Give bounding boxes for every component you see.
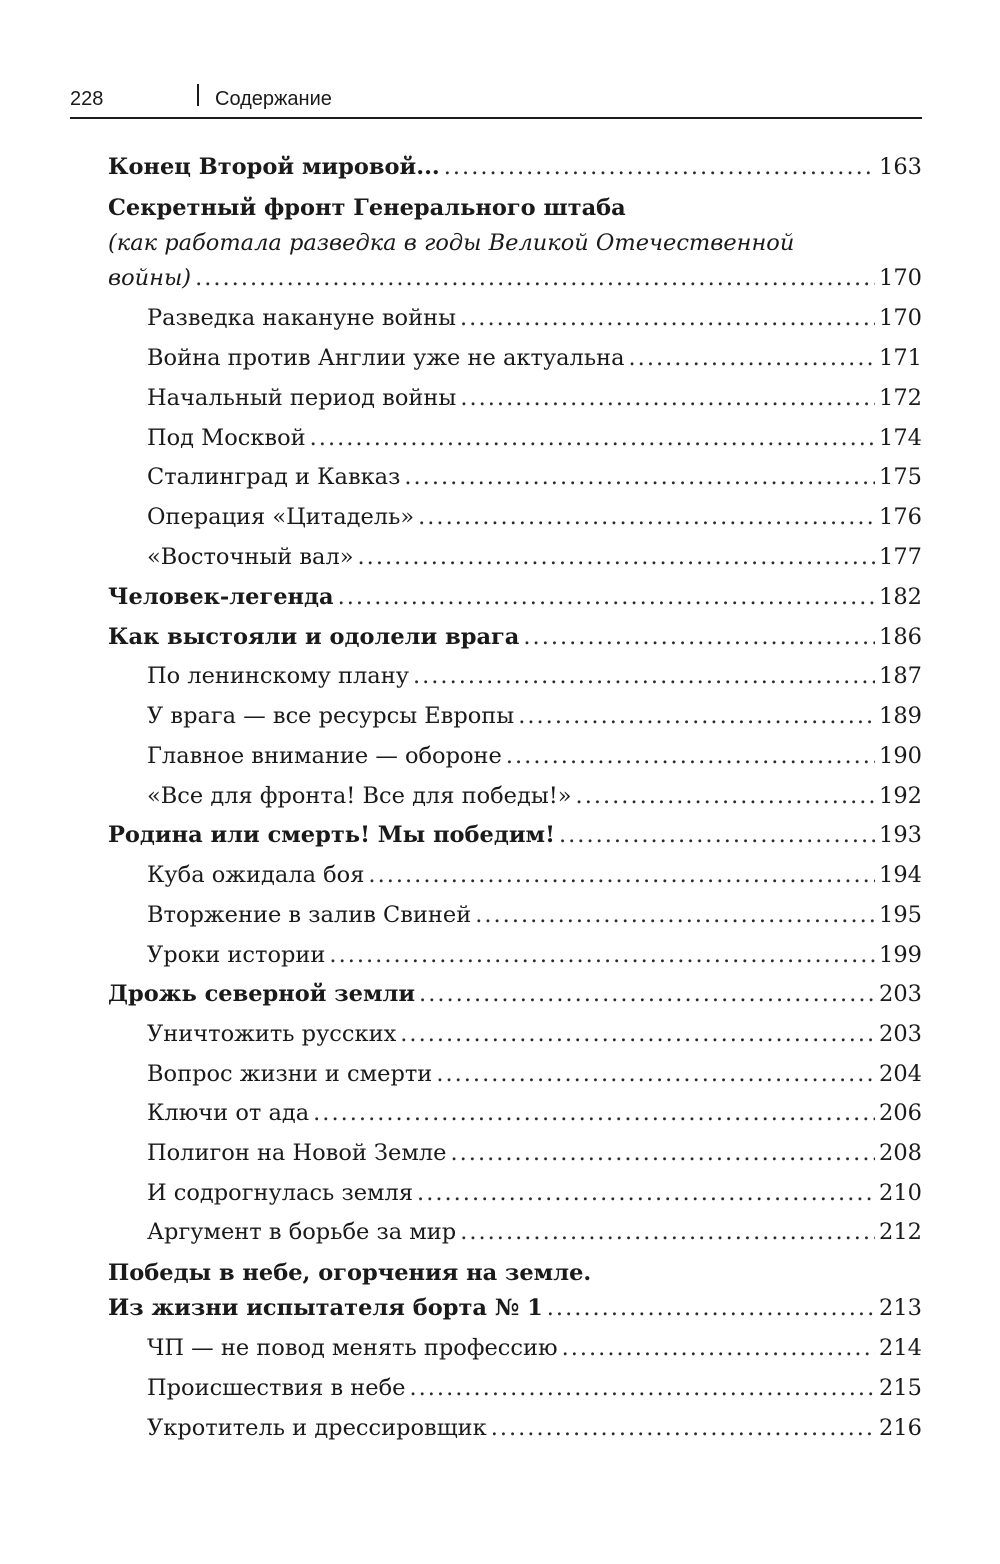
toc-entry-page: 170 [879, 265, 922, 291]
toc-entry-title: Как выстояли и одолели врага [108, 624, 520, 650]
running-header [70, 82, 922, 116]
dot-leader [368, 860, 875, 890]
toc-entry-title: И содрогнулась земля [147, 1180, 414, 1206]
dot-leader [460, 383, 875, 413]
toc-entry-title: Из жизни испытателя борта № 1 [108, 1295, 543, 1321]
toc-entry[interactable] [0, 900, 1000, 930]
section-title: Содержание [215, 88, 332, 110]
toc-entry-page: 212 [879, 1219, 922, 1245]
toc-entry[interactable] [0, 1217, 1000, 1247]
toc-entry-page: 186 [879, 624, 922, 650]
toc-entry[interactable] [0, 152, 1000, 182]
dot-leader [310, 423, 875, 453]
toc-entry[interactable] [0, 1019, 1000, 1049]
toc-entry[interactable] [0, 1059, 1000, 1089]
toc-entry[interactable] [0, 423, 1000, 453]
toc-entry-page: 192 [879, 783, 922, 809]
toc-entry-page: 195 [879, 902, 922, 928]
toc-entry-title: Ключи от ада [147, 1100, 310, 1126]
toc-entry[interactable] [0, 622, 1000, 652]
dot-leader [358, 542, 876, 572]
toc-entry-title: Укротитель и дрессировщик [147, 1415, 487, 1441]
toc-entry[interactable] [0, 582, 1000, 612]
toc-entry[interactable] [0, 1138, 1000, 1168]
toc-entry-page: 176 [879, 504, 922, 530]
toc-entry[interactable] [0, 979, 1000, 1009]
toc-entry[interactable] [0, 860, 1000, 890]
toc-entry[interactable] [0, 1333, 1000, 1363]
toc-entry[interactable] [0, 1413, 1000, 1443]
dot-leader [629, 343, 876, 373]
toc-entry-page: 203 [879, 981, 922, 1007]
toc-entry-title: Уничтожить русских [147, 1021, 397, 1047]
toc-entry-page: 187 [879, 663, 922, 689]
toc-entry[interactable] [0, 661, 1000, 691]
toc-entry-page: 203 [879, 1021, 922, 1047]
toc-entry-page: 216 [879, 1415, 922, 1441]
toc-entry[interactable] [0, 502, 1000, 532]
toc-entry[interactable] [0, 820, 1000, 850]
dot-leader [523, 622, 875, 652]
toc-entry-page: 204 [879, 1061, 922, 1087]
dot-leader [417, 1178, 875, 1208]
toc-entry-subtitle-line: (как работала разведка в годы Великой Отечественной [108, 230, 795, 256]
dot-leader [460, 303, 875, 333]
toc-entry-page: 175 [879, 464, 922, 490]
toc-entry-title: ЧП — не повод менять профессию [147, 1335, 558, 1361]
toc-entry-page: 190 [879, 743, 922, 769]
header-separator [197, 84, 199, 106]
toc-entry-page: 199 [879, 942, 922, 968]
toc-entry-title: Под Москвой [147, 425, 306, 451]
page-number: 228 [70, 88, 104, 110]
toc-entry-title: Вопрос жизни и смерти [147, 1061, 433, 1087]
toc-entry-title: У врага — все ресурсы Европы [147, 703, 515, 729]
dot-leader [562, 1333, 875, 1363]
dot-leader [329, 940, 875, 970]
toc-entry-title: «Все для фронта! Все для победы!» [147, 783, 572, 809]
dot-leader [475, 900, 875, 930]
toc-entry-page: 206 [879, 1100, 922, 1126]
toc-entry[interactable] [0, 303, 1000, 333]
toc-entry-page: 215 [879, 1375, 922, 1401]
toc-entry-title: Уроки истории [147, 942, 326, 968]
dot-leader [404, 462, 875, 492]
toc-entry-title: Родина или смерть! Мы победим! [108, 822, 555, 848]
toc-entry-title: Дрожь северной земли [108, 981, 416, 1007]
toc-entry-title: Сталинград и Кавказ [147, 464, 401, 490]
toc-entry-title: Война против Англии уже не актуальна [147, 345, 625, 371]
toc-entry[interactable] [0, 343, 1000, 373]
toc-entry-page: 194 [879, 862, 922, 888]
toc-entry-title-line: Секретный фронт Генерального штаба [108, 195, 626, 221]
toc-entry[interactable] [0, 1098, 1000, 1128]
toc-entry[interactable] [0, 1178, 1000, 1208]
dot-leader [195, 263, 875, 293]
toc-entry-page: 214 [879, 1335, 922, 1361]
toc-entry-page: 177 [879, 544, 922, 570]
toc-entry-title: войны) [108, 265, 192, 291]
toc-entry[interactable] [0, 1373, 1000, 1403]
toc-entry-page: 210 [879, 1180, 922, 1206]
dot-leader [444, 152, 875, 182]
toc-entry-title: Операция «Цитадель» [147, 504, 415, 530]
toc-entry-title: По ленинскому плану [147, 663, 409, 689]
toc-entry[interactable] [0, 542, 1000, 572]
toc-entry-title: Аргумент в борьбе за мир [147, 1219, 457, 1245]
toc-entry[interactable] [0, 1293, 1000, 1323]
toc-entry[interactable] [0, 263, 1000, 293]
toc-entry-page: 208 [879, 1140, 922, 1166]
toc-entry[interactable] [0, 940, 1000, 970]
toc-entry-title: Конец Второй мировой... [108, 154, 440, 180]
dot-leader [419, 979, 875, 1009]
header-rule [70, 117, 922, 119]
dot-leader [460, 1217, 875, 1247]
toc-entry-title: Разведка накануне войны [147, 305, 456, 331]
dot-leader [547, 1293, 875, 1323]
toc-entry[interactable] [0, 741, 1000, 771]
toc-entry-page: 171 [879, 345, 922, 371]
toc-entry-page: 174 [879, 425, 922, 451]
dot-leader [313, 1098, 875, 1128]
toc-entry-title: Человек-легенда [108, 584, 334, 610]
toc-entry-title-line: Победы в небе, огорчения на земле. [108, 1260, 592, 1286]
toc-entry-page: 193 [879, 822, 922, 848]
toc-entry-page: 172 [879, 385, 922, 411]
toc-entry[interactable] [0, 701, 1000, 731]
dot-leader [409, 1373, 875, 1403]
toc-entry-title: «Восточный вал» [147, 544, 354, 570]
dot-leader [400, 1019, 875, 1049]
dot-leader [338, 582, 875, 612]
toc-entry-title: Вторжение в залив Свиней [147, 902, 472, 928]
toc-entry[interactable] [0, 781, 1000, 811]
dot-leader [506, 741, 875, 771]
toc-entry[interactable] [0, 383, 1000, 413]
toc-entry-title: Полигон на Новой Земле [147, 1140, 447, 1166]
dot-leader [518, 701, 875, 731]
toc-entry-title: Начальный период войны [147, 385, 457, 411]
dot-leader [576, 781, 876, 811]
dot-leader [450, 1138, 875, 1168]
toc-entry-title: Главное внимание — обороне [147, 743, 502, 769]
dot-leader [559, 820, 875, 850]
toc-entry[interactable] [0, 462, 1000, 492]
dot-leader [413, 661, 875, 691]
dot-leader [491, 1413, 875, 1443]
dot-leader [436, 1059, 875, 1089]
toc-entry-title: Куба ожидала боя [147, 862, 365, 888]
toc-entry-page: 189 [879, 703, 922, 729]
toc-entry-page: 163 [879, 154, 922, 180]
toc-entry-page: 170 [879, 305, 922, 331]
toc-entry-page: 213 [879, 1295, 922, 1321]
toc-entry-title: Происшествия в небе [147, 1375, 406, 1401]
dot-leader [418, 502, 875, 532]
toc-entry-page: 182 [879, 584, 922, 610]
